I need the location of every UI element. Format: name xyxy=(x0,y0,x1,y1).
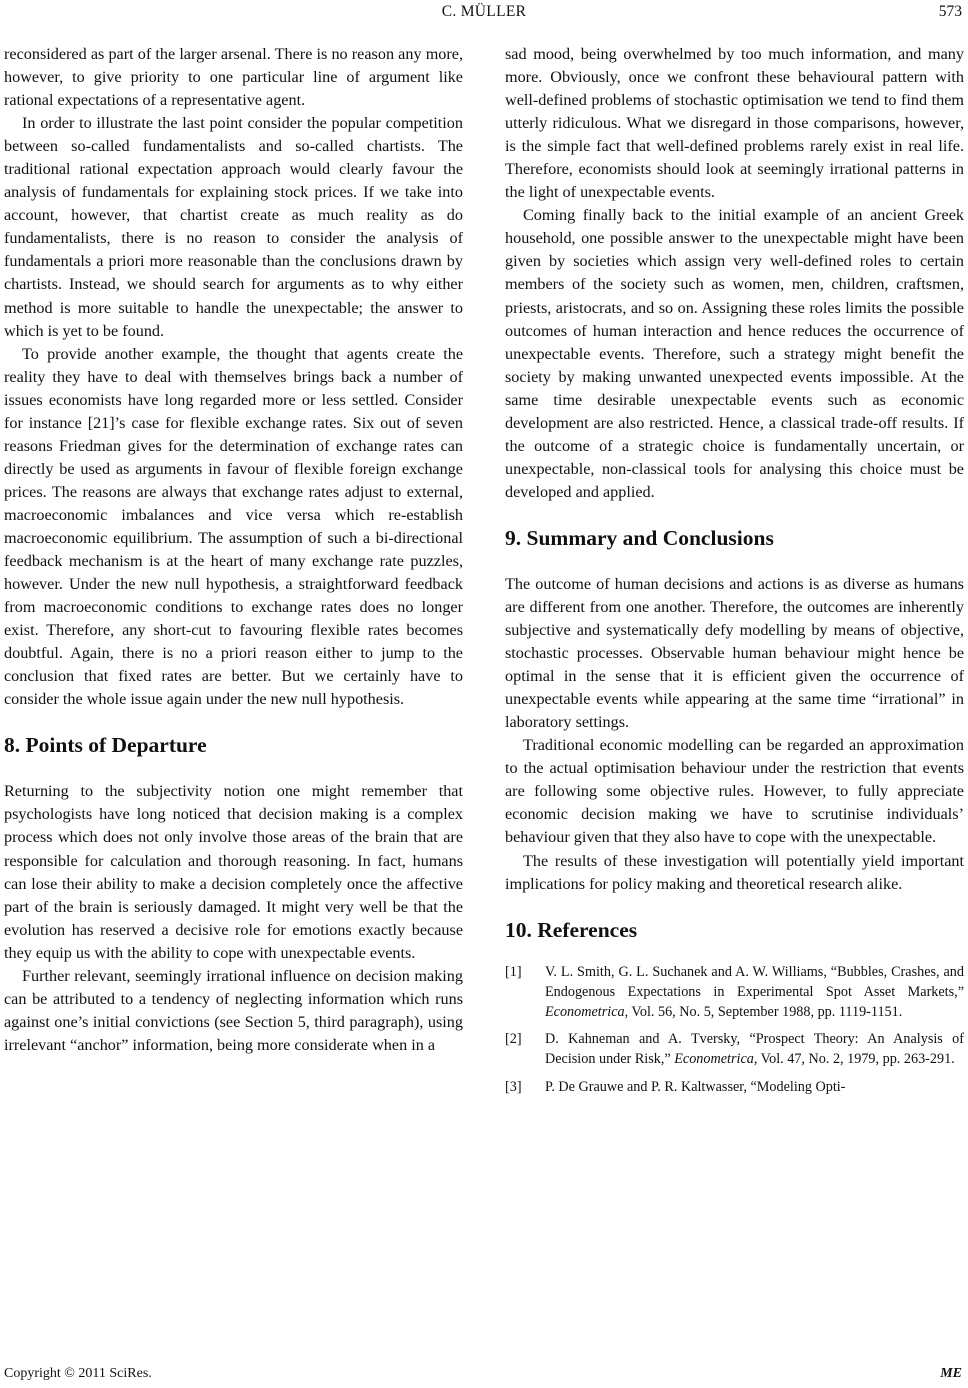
section-heading-9: 9. Summary and Conclusions xyxy=(505,525,774,550)
paragraph: The results of these investigation will potentially yield important implications for policy making and theoretical research alike. xyxy=(505,851,964,893)
reference-item xyxy=(505,1077,964,1097)
right-column xyxy=(505,43,964,1104)
reference-number: [1] xyxy=(505,963,522,980)
reference-number: [2] xyxy=(505,1031,522,1048)
section-heading-8: 8. Points of Departure xyxy=(4,733,207,758)
reference-list xyxy=(505,962,964,1097)
paragraph: reconsidered as part of the larger arsenal. There is no reason any more, however, to give priority to one particular line of argument like rational expectations of a representative agent. xyxy=(4,45,463,110)
copyright-notice: Copyright © 2011 SciRes. xyxy=(4,1366,152,1381)
paragraph: sad mood, being overwhelmed by too much information, and many more. Obviously, once we confront these behavioural pattern with well-defined problems of stochastic optimisation we tend to find them utterly ridiculous. What we disregard in those comparisons, however, is the simple fact that well-defined problems rarely exist in real life. Therefore, economists should look at seemingly irrational patterns in the light of unexpectable events. xyxy=(505,45,964,202)
journal-abbreviation: ME xyxy=(940,1366,962,1381)
reference-item xyxy=(505,962,964,1023)
page-header xyxy=(0,0,968,30)
paragraph: Coming finally back to the initial example of an ancient Greek household, one possible answer to the unexpectable might have been given by societies which assign very well-defined roles to certain members of the society such as women, men, children, craftsmen, priests, aristocrats, and so on. Assigning these roles limits the possible outcomes of human interaction and hence reduces the occurrence of unexpectable events. Therefore, such a strategy might benefit the society by making unwanted unexpected events impossible. At the same time desirable unexpectable events such as economic development are also restricted. Hence, a classical trade-off results. If the outcome of a strategic choice is fundamentally uncertain, or unexpectable, non-classical tools for analysing this choice must be developed and applied. xyxy=(505,206,964,501)
paragraph: Returning to the subjectivity notion one might remember that psychologists have long noticed that decision making is a complex process which does not only involve those areas of the brain that are responsible for calculation and thorough reasoning. In fact, humans can lose their ability to make a decision completely once the affective part of the brain is seriously damaged. It might very well be that the evolution has reserved a decisive role for emotions exactly because they equip us with the ability to cope with unexpectable events. xyxy=(4,782,463,962)
paragraph: To provide another example, the thought that agents create the reality they have to deal with themselves brings back a number of issues economists have long regarded more or less settled. Consider for instance [21]’s case for flexible exchange rates. Six out of seven reasons Friedman gives for the determination of exchange rates can directly be used as arguments in favour of flexible foreign exchange prices. The reasons are always that exchange rates adjust to external, macroeconomic imbalances and vice versa which re-establish macroeconomic equilibrium. The assumption of such a bi-directional feedback mechanism is at the heart of many exchange rate puzzles, however. Under the new null hypothesis, a straightforward feedback from macroeconomic conditions to exchange rates does no longer exist. Therefore, any short-cut to favouring flexible rates becomes doubtful. Again, there is no a priori reason either to jump to the conclusion that fixed rates are better. But we certainly have to consider the whole issue again under the new null hypothesis. xyxy=(4,344,463,709)
reference-number: [3] xyxy=(505,1078,522,1095)
left-column xyxy=(4,43,463,1057)
paragraph: The outcome of human decisions and actions is as diverse as humans are different from one another. Therefore, the outcomes are inherently subjective and systematically defy modelling by means of objective, stochastic processes. Observable human behaviour might hence be optimal in the sense that it is efficient given the occurrence of unexpectable events while appearing at the same time “irrational” in laboratory settings. xyxy=(505,574,964,732)
reference-text: P. De Grauwe and P. R. Kaltwasser, “Modeling Opti- xyxy=(545,1078,846,1095)
paragraph: Further relevant, seemingly irrational influence on decision making can be attributed to a tendency of neglecting information which runs against one’s initial convictions (see Section 5, third paragraph), using irrelevant “anchor” information, being more considerate when in a xyxy=(4,966,463,1054)
reference-item xyxy=(505,1029,964,1069)
journal-name: Econometrica xyxy=(674,1051,754,1068)
journal-name: Econometrica xyxy=(545,1004,625,1020)
paragraph: Traditional economic modelling can be regarded an approximation to the actual optimisation behaviour under the restriction that events are following some objective rules. However, to fully appreciate economic decision making we have to scrutinise individuals’ behaviour given that they also have to cope with the unexpectable. xyxy=(505,736,964,847)
section-heading-10: 10. References xyxy=(505,917,638,942)
page-number: 573 xyxy=(938,3,962,20)
reference-text: D. Kahneman and A. Tversky, “Prospect Theory: An Analysis of Decision under Risk,” Econometrica, Vol. 47, No. 2, 1979, pp. 263-291. xyxy=(545,1031,964,1068)
reference-text: V. L. Smith, G. L. Suchanek and A. W. Williams, “Bubbles, Crashes, and Endogenous Expectations in Experimental Spot Asset Markets,” Econometrica, Vol. 56, No. 5, September 1988, pp. 1119-1151. xyxy=(545,963,964,1020)
running-head-author: C. MÜLLER xyxy=(441,3,527,20)
paragraph: In order to illustrate the last point consider the popular competition between so-called fundamentalists and so-called chartists. The traditional rational expectation approach would clearly favour the analysis of fundamentals for explaining stock prices. If we take into account, however, that chartist create as much reality as do fundamentalists, there is no reason to consider the analysis of fundamentals a priori more reasonable than the conclusions drawn by chartists. Instead, we should search for arguments as to why either method is more suitable to handle the unexpectable; the answer to which is yet to be found. xyxy=(4,114,463,340)
